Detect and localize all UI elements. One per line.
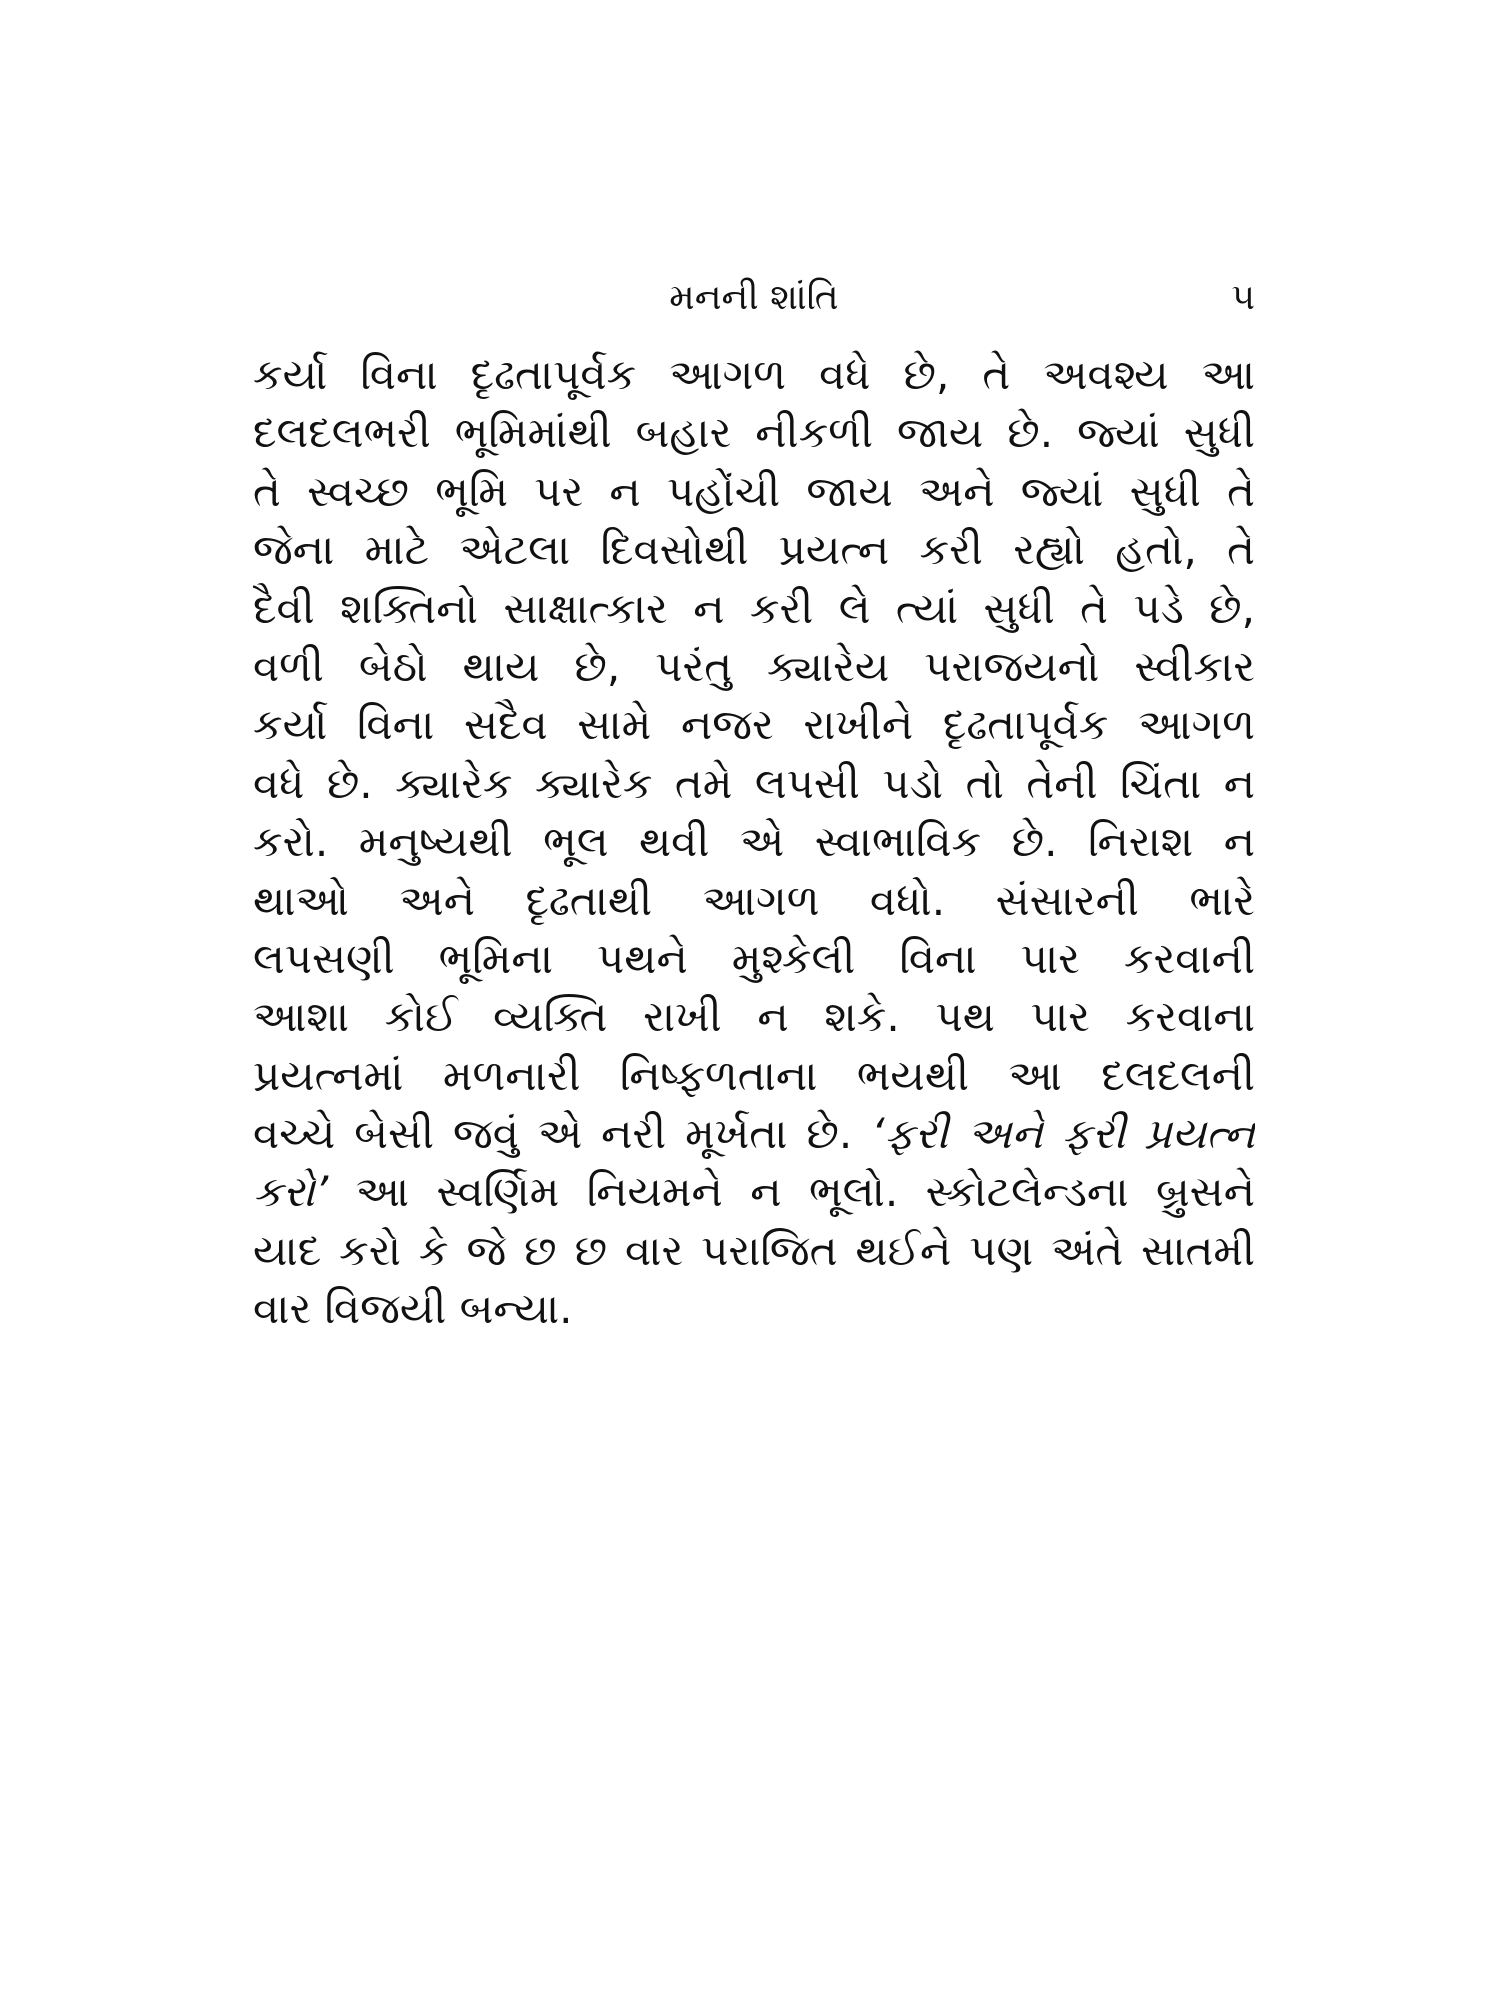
text-line: વાર વિજયી બન્યા. (253, 1284, 573, 1334)
text-line: વધે છે. ક્યારેક ક્યારેક તમે લપસી પડો તો તેની ચિંતા ન (253, 758, 1255, 808)
text-line: કર્યા વિના દૃઢતાપૂર્વક આગળ વધે છે, તે અવશ્ય આ (253, 350, 1255, 399)
text-line: પ્રયત્નમાં મળનારી નિષ્ફળતાના ભયથી આ દલદલની (253, 1050, 1255, 1100)
text-line: દૈવી શક્તિનો સાક્ષાત્કાર ન કરી લે ત્યાં સુધી તે પડે છે, (253, 583, 1255, 633)
text-line: દલદલભરી ભૂમિમાંથી બહાર નીકળી જાય છે. જ્યાં સુધી (253, 408, 1255, 458)
body-paragraph (253, 346, 1255, 1339)
text-segment: આ સ્વર્ણિમ નિયમને ન ભૂલો. સ્કોટલેન્ડના બ્રુસને (355, 1167, 1255, 1217)
text-line: લપસણી ભૂમિના પથને મુશ્કેલી વિના પાર કરવાની (253, 933, 1255, 983)
text-line: વળી બેઠો થાય છે, પરંતુ ક્યારેય પરાજયનો સ્વીકાર (253, 641, 1255, 691)
text-line: જેના માટે એટલા દિવસોથી પ્રયત્ન કરી રહ્યો હતો, તે (253, 525, 1255, 575)
text-line: કર્યા વિના સદૈવ સામે નજર રાખીને દૃઢતાપૂર્વક આગળ (253, 700, 1255, 750)
emphasized-quote: કરો’ (253, 1167, 329, 1217)
text-line (253, 1105, 1255, 1163)
text-segment: વચ્ચે બેસી જવું એ નરી મૂર્ખતા છે. (253, 1109, 853, 1159)
text-line: યાદ કરો કે જે છ છ વાર પરાજિત થઈને પણ અંતે સાતમી (253, 1225, 1255, 1275)
text-line (253, 1163, 1255, 1221)
running-header (253, 270, 1255, 326)
text-line: તે સ્વચ્છ ભૂમિ પર ન પહોંચી જાય અને જ્યાં સુધી તે (253, 466, 1255, 516)
text-line: કરો. મનુષ્યથી ભૂલ થવી એ સ્વાભાવિક છે. નિરાશ ન (253, 817, 1255, 867)
page-number: ૫ (1231, 277, 1255, 318)
emphasized-quote: ‘ફરી અને ફરી પ્રયત્ન (871, 1109, 1255, 1159)
text-line: આશા કોઈ વ્યક્તિ રાખી ન શકે. પથ પાર કરવાના (253, 992, 1255, 1042)
running-title: મનની શાંતિ (669, 277, 839, 318)
text-line: થાઓ અને દૃઢતાથી આગળ વધો. સંસારની ભારે (253, 875, 1255, 925)
